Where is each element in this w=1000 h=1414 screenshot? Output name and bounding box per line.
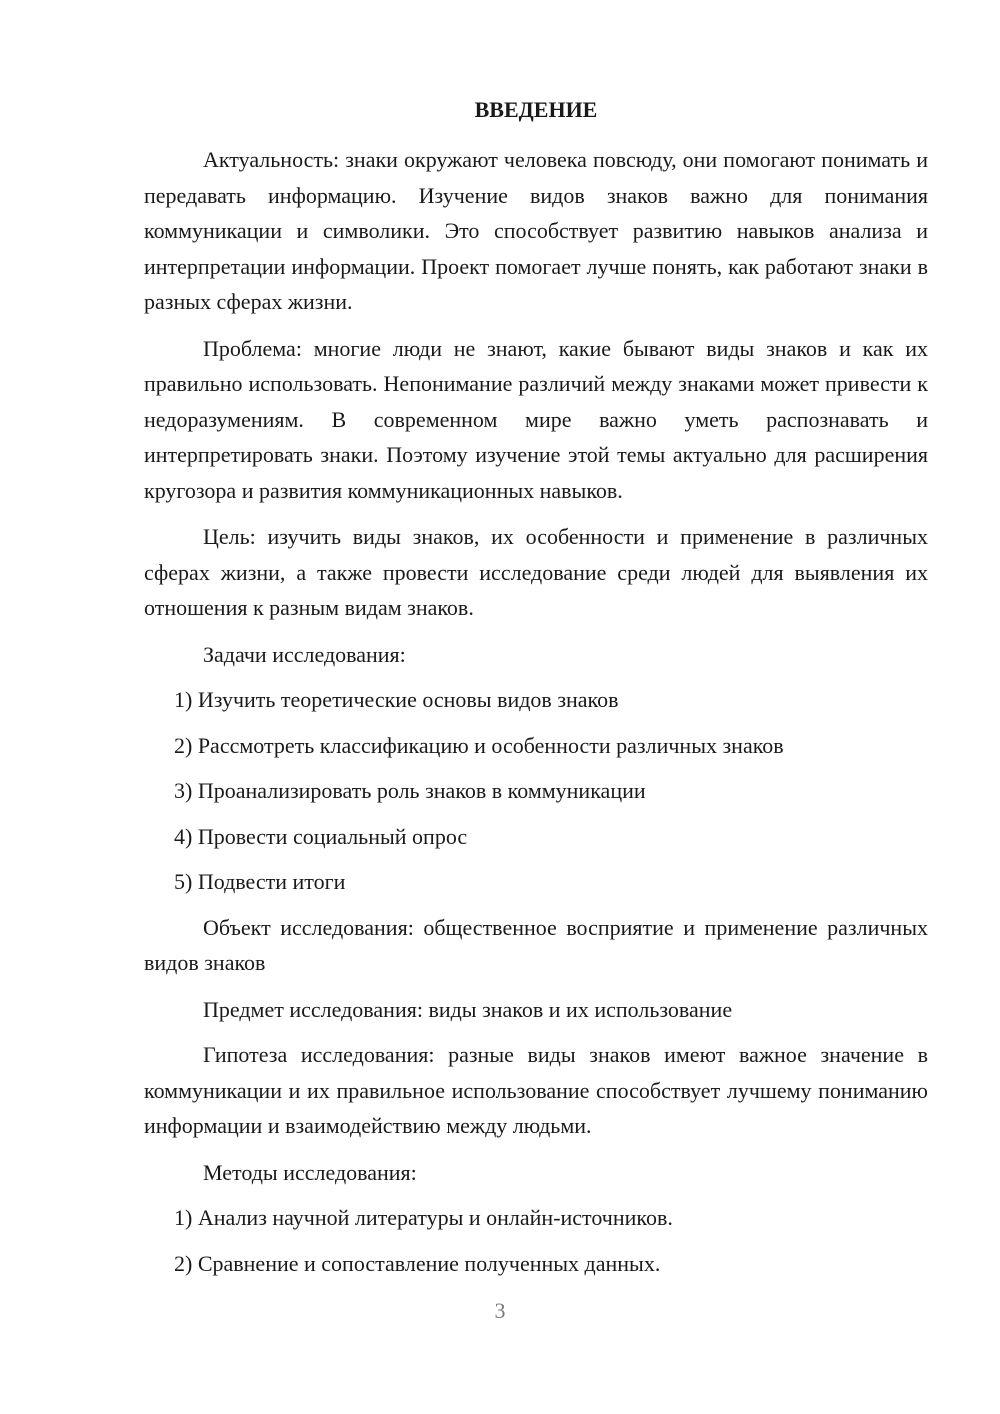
tasks-list [144, 682, 928, 900]
methods-list [144, 1200, 928, 1281]
goal-paragraph: Цель: изучить виды знаков, их особенности и применение в различных сферах жизни, а также провести исследование среди людей для выявления их отношения к разным видам знаков. [144, 524, 928, 620]
list-item: 4) Провести социальный опрос [174, 823, 468, 849]
methods-heading: Методы исследования: [203, 1159, 417, 1185]
list-item: 1) Анализ научной литературы и онлайн-источников. [174, 1205, 673, 1230]
page-title: ВВЕДЕНИЕ [474, 97, 598, 122]
relevance-paragraph: Актуальность: знаки окружают человека повсюду, они помогают понимать и передавать информацию. Изучение видов знаков важно для понимания коммуникации и символики. Это способствует развитию навыков анализа и интерпретации информации. Проект помогает лучше понять, как работают знаки в разных сферах жизни. [144, 147, 928, 314]
object-paragraph: Объект исследования: общественное восприятие и применение различных видов знаков [144, 914, 928, 975]
list-item: 2) Сравнение и сопоставление полученных данных. [174, 1250, 661, 1276]
tasks-heading: Задачи исследования: [203, 641, 406, 667]
subject-paragraph: Предмет исследования: виды знаков и их использование [203, 996, 733, 1022]
list-item: 1) Изучить теоретические основы видов знаков [174, 687, 619, 712]
page-number: 3 [494, 1298, 506, 1323]
list-item: 3) Проанализировать роль знаков в коммуникации [174, 778, 646, 803]
document-page [144, 94, 928, 1291]
list-item: 2) Рассмотреть классификацию и особенности различных знаков [174, 732, 784, 758]
list-item: 5) Подвести итоги [174, 869, 346, 894]
problem-paragraph: Проблема: многие люди не знают, какие бывают виды знаков и как их правильно использовать. Непонимание различий между знаками может привести к недоразумениям. В современном мире важно уметь распознавать и интерпретировать знаки. Поэтому изучение этой темы актуально для расширения кругозора и развития коммуникационных навыков. [144, 335, 928, 503]
hypothesis-paragraph: Гипотеза исследования: разные виды знаков имеют важное значение в коммуникации и их правильное использование способствует лучшему пониманию информации и взаимодействию между людьми. [144, 1042, 928, 1138]
